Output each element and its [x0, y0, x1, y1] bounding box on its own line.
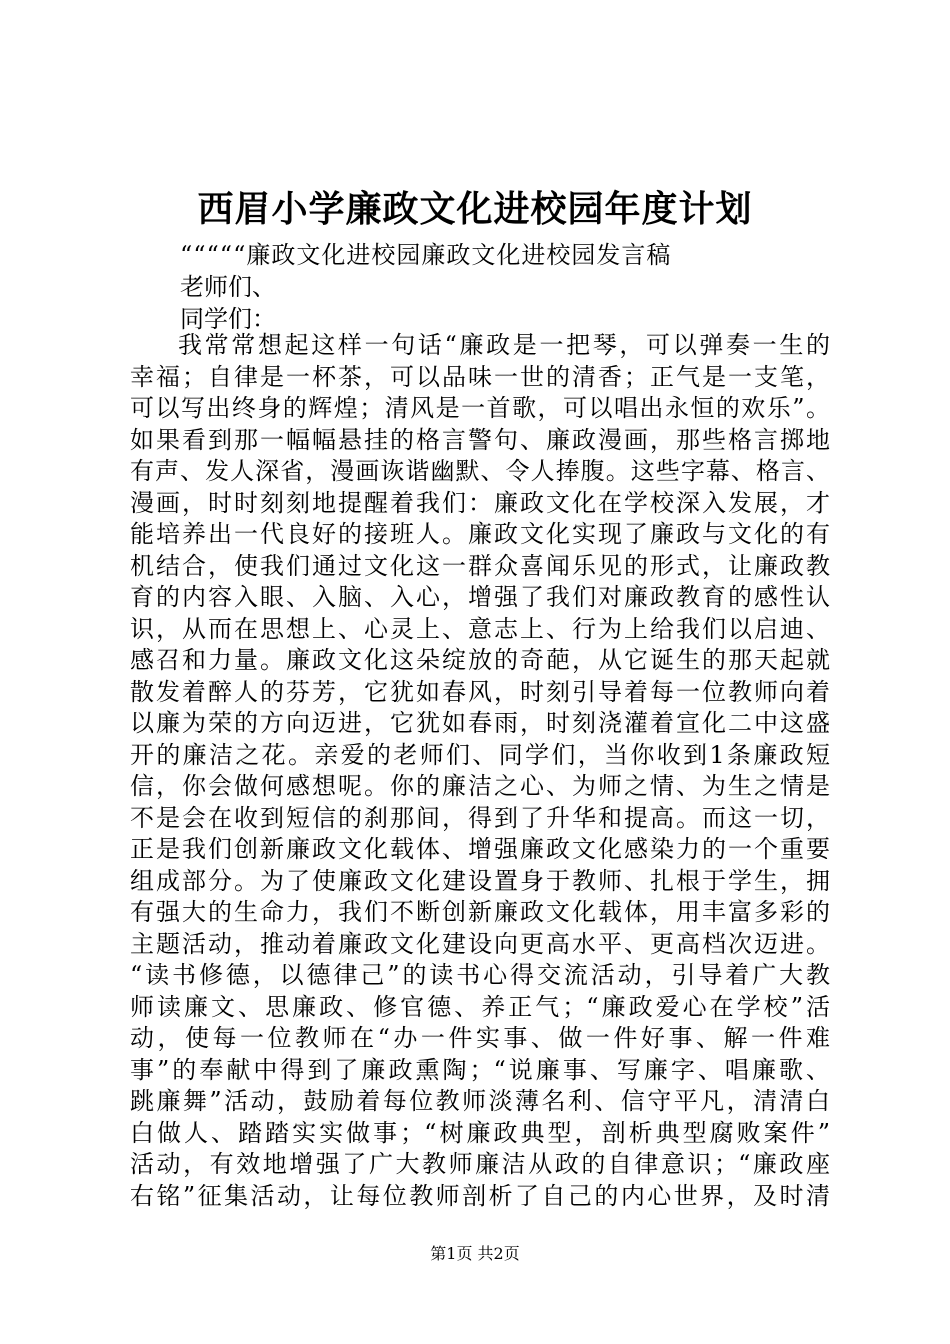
- body-line: 识，从而在思想上、心灵上、意志上、行为上给我们以启迪、: [130, 614, 830, 643]
- body-line: 有声、发人深省，漫画诙谐幽默、令人捧腹。这些字幕、格言、: [130, 457, 830, 485]
- body-line: 不是会在收到短信的刹那间，得到了升华和提高。而这一切，: [130, 803, 830, 832]
- greeting-teachers: 老师们、: [180, 273, 276, 301]
- body-line: 跳廉舞”活动，鼓励着每位教师淡薄名利、信守平凡，清清白: [130, 1087, 830, 1115]
- body-line: 我常常想起这样一句话“廉政是一把琴，可以弹奏一生的: [178, 331, 830, 359]
- greeting-students: 同学们：: [180, 305, 276, 333]
- body-line: 可以写出终身的辉煌；清风是一首歌，可以唱出永恒的欢乐”。: [130, 394, 830, 422]
- body-line: 开的廉洁之花。亲爱的老师们、同学们，当你收到1条廉政短: [130, 740, 830, 769]
- body-line: 以廉为荣的方向迈进，它犹如春雨，时刻浇灌着宣化二中这盛: [130, 709, 830, 737]
- body-line: 活动，有效地增强了广大教师廉洁从政的自律意识；“廉政座: [130, 1150, 830, 1178]
- body-line: 机结合，使我们通过文化这一群众喜闻乐见的形式，让廉政教: [130, 551, 830, 580]
- body-line: 如果看到那一幅幅悬挂的格言警句、廉政漫画，那些格言掷地: [130, 425, 830, 454]
- document-subtitle: “““““廉政文化进校园廉政文化进校园发言稿: [180, 241, 672, 269]
- body-line: 幸福；自律是一杯茶，可以品味一世的清香；正气是一支笔，: [130, 362, 830, 391]
- body-line: 组成部分。为了使廉政文化建设置身于教师、扎根于学生，拥: [130, 866, 830, 895]
- body-line: 师读廉文、思廉政、修官德、养正气；“廉政爱心在学校”活: [130, 992, 830, 1021]
- body-line: 漫画，时时刻刻地提醒着我们：廉政文化在学校深入发展，才: [130, 488, 830, 517]
- body-line: 有强大的生命力，我们不断创新廉政文化载体，用丰富多彩的: [130, 898, 830, 926]
- body-text: [130, 330, 830, 1212]
- body-line: “读书修德，以德律己”的读书心得交流活动，引导着广大教: [130, 961, 830, 989]
- body-line: 信，你会做何感想呢。你的廉洁之心、为师之情、为生之情是: [130, 772, 830, 800]
- page-footer: 第1页 共2页: [430, 1244, 520, 1263]
- body-line: 右铭”征集活动，让每位教师剖析了自己的内心世界，及时清: [130, 1181, 830, 1210]
- body-line: 事”的奉献中得到了廉政熏陶；“说廉事、写廉字、唱廉歌、: [130, 1055, 830, 1084]
- document-title: 西眉小学廉政文化进校园年度计划: [197, 188, 753, 230]
- body-line: 白做人、踏踏实实做事；“树廉政典型，剖析典型腐败案件”: [130, 1118, 830, 1147]
- body-line: 主题活动，推动着廉政文化建设向更高水平、更高档次迈进。: [130, 929, 830, 958]
- body-line: 感召和力量。廉政文化这朵绽放的奇葩，从它诞生的那天起就: [130, 646, 830, 674]
- body-line: 散发着醉人的芬芳，它犹如春风，时刻引导着每一位教师向着: [130, 677, 830, 706]
- body-line: 正是我们创新廉政文化载体、增强廉政文化感染力的一个重要: [130, 835, 830, 863]
- body-line: 育的内容入眼、入脑、入心，增强了我们对廉政教育的感性认: [130, 583, 830, 611]
- body-line: 能培养出一代良好的接班人。廉政文化实现了廉政与文化的有: [130, 520, 830, 548]
- body-line: 动，使每一位教师在“办一件实事、做一件好事、解一件难: [130, 1024, 830, 1052]
